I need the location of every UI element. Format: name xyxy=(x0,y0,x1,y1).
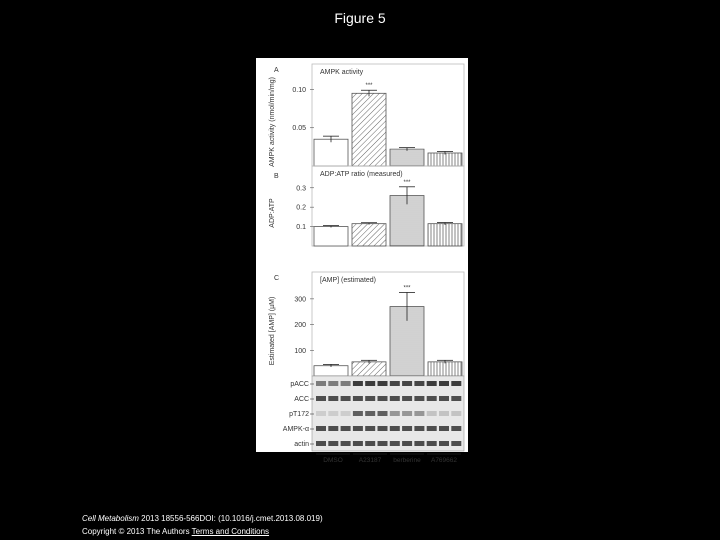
chart-title: AMPK activity xyxy=(320,69,364,76)
blot-row-label: ACC xyxy=(294,396,309,403)
blot-band xyxy=(341,441,351,446)
blot-band xyxy=(365,396,375,401)
y-tick-label: 100 xyxy=(294,347,306,355)
blot-band xyxy=(402,441,412,446)
blot-band xyxy=(341,426,351,431)
lane-label-a23187: A23187 xyxy=(358,457,382,464)
blot-band xyxy=(365,426,375,431)
blot-band xyxy=(328,381,338,386)
blot-band xyxy=(427,426,437,431)
blot-band xyxy=(439,411,449,416)
blot-band xyxy=(378,381,388,386)
chart-panel-a xyxy=(269,64,464,167)
blot-band xyxy=(341,396,351,401)
figure-svg xyxy=(256,58,468,464)
blot-band xyxy=(414,396,424,401)
blot-band xyxy=(427,396,437,401)
bar-berberine xyxy=(390,149,424,166)
y-tick-label: 0.2 xyxy=(296,204,306,212)
bar-dmso xyxy=(314,366,348,376)
blot-band xyxy=(439,441,449,446)
blot-band xyxy=(451,411,461,416)
blot-band xyxy=(390,441,400,446)
blot-band xyxy=(353,441,363,446)
significance-label: *** xyxy=(365,83,373,90)
blot-row-label: pACC xyxy=(290,381,309,388)
bar-a769662 xyxy=(428,153,462,166)
blot-band xyxy=(427,381,437,386)
blot-band xyxy=(316,411,326,416)
blot-band xyxy=(439,381,449,386)
blot-band xyxy=(365,441,375,446)
blot-band xyxy=(402,396,412,401)
panel-letter: B xyxy=(274,173,279,180)
blot-band xyxy=(353,411,363,416)
blot-band xyxy=(414,426,424,431)
blot-band xyxy=(353,396,363,401)
terms-link[interactable]: Terms and Conditions xyxy=(191,527,270,536)
blot-band xyxy=(427,441,437,446)
blot-band xyxy=(390,411,400,416)
y-tick-label: 0.1 xyxy=(296,224,306,232)
blot-band xyxy=(451,381,461,386)
lane-label-berberine: berberine xyxy=(393,457,421,464)
blot-band xyxy=(341,411,351,416)
caption xyxy=(82,513,323,525)
blot-band xyxy=(451,441,461,446)
y-axis-label: Estimated [AMP] (µM) xyxy=(269,296,276,366)
blot-band xyxy=(390,396,400,401)
blot-band xyxy=(402,381,412,386)
lane-label-dmso: DMSO xyxy=(323,457,343,464)
blot-band xyxy=(353,426,363,431)
blot-row-label: actin xyxy=(294,441,309,448)
blot-band xyxy=(316,441,326,446)
bar-a769662 xyxy=(428,224,462,246)
figure-panel xyxy=(256,58,468,464)
slide-title: Figure 5 xyxy=(334,10,386,26)
citation: 2013 18556-566DOI: (10.1016/j.cmet.2013.08.019) xyxy=(141,514,323,523)
blot-band xyxy=(328,426,338,431)
significance-label: *** xyxy=(403,179,411,186)
journal-name: Cell Metabolism xyxy=(82,514,139,523)
blot-band xyxy=(414,411,424,416)
blot-band xyxy=(328,411,338,416)
panel-letter: A xyxy=(274,67,279,74)
bar-a23187 xyxy=(352,224,386,246)
blot-band xyxy=(365,411,375,416)
blot-band xyxy=(427,411,437,416)
panel-letter: C xyxy=(274,275,280,282)
chart-panel-b xyxy=(269,166,464,246)
blot-band xyxy=(451,396,461,401)
blot-band xyxy=(378,426,388,431)
blot-band xyxy=(378,396,388,401)
y-tick-label: 0.10 xyxy=(292,86,306,94)
footer xyxy=(82,527,269,536)
blot-band xyxy=(439,426,449,431)
blot-band xyxy=(378,441,388,446)
blot-band xyxy=(390,381,400,386)
bar-dmso xyxy=(314,139,348,166)
blot-band xyxy=(365,381,375,386)
blot-band xyxy=(414,441,424,446)
blot-band xyxy=(316,396,326,401)
bar-a23187 xyxy=(352,362,386,376)
blot-band xyxy=(439,396,449,401)
y-axis-label: AMPK activity (nmol/min/mg) xyxy=(269,77,276,167)
bar-dmso xyxy=(314,227,348,246)
blot-band xyxy=(402,426,412,431)
blot-band xyxy=(402,411,412,416)
copyright: Copyright © 2013 The Authors xyxy=(82,527,192,536)
blot-row-label: pT172 xyxy=(289,411,309,418)
significance-label: *** xyxy=(403,285,411,292)
y-axis-label: ADP:ATP xyxy=(269,198,276,228)
bar-a23187 xyxy=(352,93,386,166)
bar-a769662 xyxy=(428,362,462,376)
blot-band xyxy=(316,381,326,386)
blot-band xyxy=(451,426,461,431)
y-tick-label: 300 xyxy=(294,296,306,304)
blot-band xyxy=(378,411,388,416)
blot-band xyxy=(341,381,351,386)
blot-band xyxy=(414,381,424,386)
blot-row-label: AMPK-α xyxy=(282,426,309,433)
y-tick-label: 0.05 xyxy=(292,125,306,133)
chart-title: [AMP] (estimated) xyxy=(320,277,377,284)
blot-band xyxy=(390,426,400,431)
y-tick-label: 200 xyxy=(294,322,306,330)
blot-band xyxy=(328,396,338,401)
blot-band xyxy=(353,381,363,386)
chart-panel-c xyxy=(269,272,464,376)
chart-title: ADP:ATP ratio (measured) xyxy=(320,171,403,178)
y-tick-label: 0.3 xyxy=(296,185,306,193)
lane-label-a769662: A769662 xyxy=(430,457,458,464)
blot-band xyxy=(328,441,338,446)
blot-band xyxy=(316,426,326,431)
